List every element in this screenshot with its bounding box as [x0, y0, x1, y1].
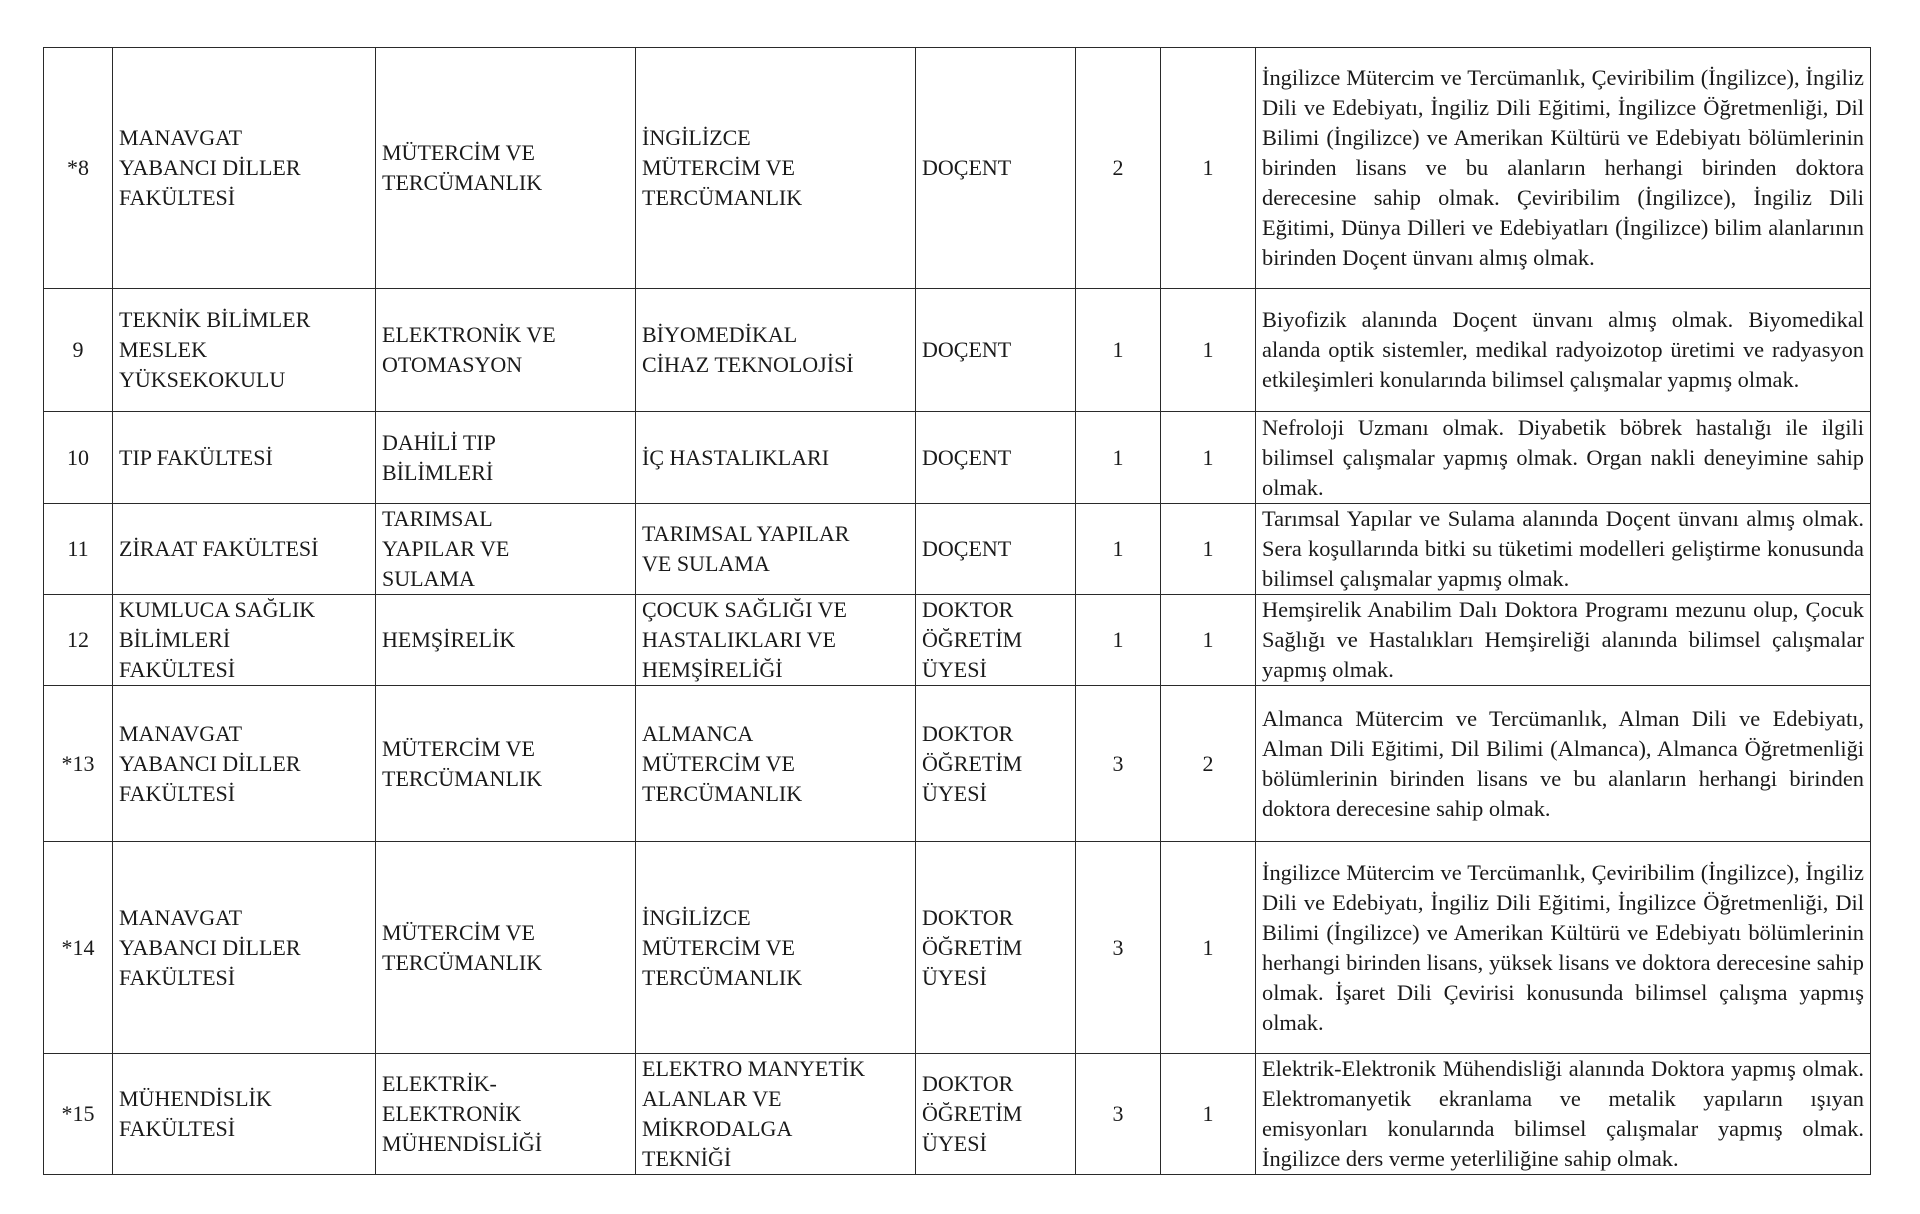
field-line: MÜTERCİM VE [642, 155, 795, 180]
unit-line: YABANCI DİLLER [119, 934, 301, 960]
title-line: ÖĞRETİM [922, 627, 1023, 652]
unit-line: ZİRAAT FAKÜLTESİ [119, 536, 319, 561]
title-cell [916, 1054, 1076, 1175]
department-line: TERCÜMANLIK [382, 765, 543, 791]
field-line: HEMŞİRELİĞİ [642, 657, 783, 682]
count-cell: 1 [1161, 48, 1256, 289]
department-line: ELEKTRİK- [382, 1071, 497, 1096]
table-row [44, 1054, 1871, 1175]
field-line: İNGİLİZCE [642, 904, 751, 930]
row-number-cell: *8 [44, 48, 113, 289]
degree-cell: 3 [1076, 1054, 1161, 1175]
degree-cell: 1 [1076, 595, 1161, 686]
title-line: DOÇENT [922, 536, 1012, 561]
department-line: ELEKTRONİK [382, 1101, 522, 1126]
table-row [44, 48, 1871, 289]
department-line: YAPILAR VE [382, 536, 510, 561]
title-line: ÜYESİ [922, 657, 987, 682]
department-cell [376, 595, 636, 686]
unit-line: MANAVGAT [119, 720, 243, 746]
degree-cell: 3 [1076, 842, 1161, 1054]
unit-line: MANAVGAT [119, 125, 243, 150]
table-row [44, 842, 1871, 1054]
row-number-cell: 12 [44, 595, 113, 686]
title-line: DOKTOR [922, 720, 1014, 746]
unit-line: BİLİMLERİ [119, 627, 231, 652]
table-body [44, 48, 1871, 1175]
department-line: OTOMASYON [382, 352, 523, 377]
requirements-cell: İngilizce Mütercim ve Tercümanlık, Çeviribilim (İngilizce), İngiliz Dili ve Edebiyatı, İngiliz Dili Eğitimi, İngilizce Öğretmenliği, Dil Bilimi (İngilizce) ve Amerikan Kültürü ve Edebiyatı bölümlerinin birinden lisans ve bu alanların herhangi birinden doktora derecesine sahip olmak. Çeviribilim (İngilizce), İngiliz Dili Eğitimi, Dünya Dilleri ve Edebiyatları (İngilizce) bilim alanlarının birinden Doçent ünvanı almış olmak. [1256, 48, 1871, 289]
unit-cell [113, 1054, 376, 1175]
department-line: SULAMA [382, 566, 475, 591]
department-cell [376, 504, 636, 595]
title-line: DOKTOR [922, 597, 1014, 622]
field-line: MÜTERCİM VE [642, 934, 795, 960]
requirements-cell: Biyofizik alanında Doçent ünvanı almış olmak. Biyomedikal alanda optik sistemler, medikal radyoizotop üretimi ve radyasyon etkileşimleri konularında bilimsel çalışmalar yapmış olmak. [1256, 289, 1871, 412]
unit-line: FAKÜLTESİ [119, 185, 236, 210]
field-line: İNGİLİZCE [642, 125, 751, 150]
department-line: HEMŞİRELİK [382, 627, 516, 652]
field-cell [636, 412, 916, 504]
department-cell [376, 1054, 636, 1175]
field-cell [636, 595, 916, 686]
table-row [44, 412, 1871, 504]
unit-line: YABANCI DİLLER [119, 155, 301, 180]
field-line: HASTALIKLARI VE [642, 627, 836, 652]
table-row [44, 289, 1871, 412]
department-cell [376, 842, 636, 1054]
department-line: MÜTERCİM VE [382, 919, 535, 945]
table-row [44, 686, 1871, 842]
row-number-cell: *13 [44, 686, 113, 842]
field-line: TARIMSAL YAPILAR [642, 521, 850, 546]
field-line: TEKNİĞİ [642, 1146, 732, 1171]
title-cell [916, 412, 1076, 504]
unit-cell [113, 504, 376, 595]
title-line: ÖĞRETİM [922, 934, 1023, 960]
department-line: ELEKTRONİK VE [382, 322, 556, 347]
unit-line: YABANCI DİLLER [119, 750, 301, 776]
department-line: TARIMSAL [382, 506, 493, 531]
unit-cell [113, 595, 376, 686]
unit-cell [113, 289, 376, 412]
requirements-cell: İngilizce Mütercim ve Tercümanlık, Çeviribilim (İngilizce), İngiliz Dili ve Edebiyatı, İngiliz Dili Eğitimi, İngilizce Öğretmenliği, Dil Bilimi (İngilizce) ve Amerikan Kültürü ve Edebiyatı bölümlerinin herhangi birinden lisans, yüksek lisans ve doktora derecesine sahip olmak. İşaret Dili Çevirisi konusunda bilimsel çalışma yapmış olmak. [1256, 842, 1871, 1054]
unit-cell [113, 412, 376, 504]
count-cell: 1 [1161, 1054, 1256, 1175]
department-line: TERCÜMANLIK [382, 949, 543, 975]
unit-cell [113, 842, 376, 1054]
department-line: MÜTERCİM VE [382, 140, 535, 165]
title-line: ÜYESİ [922, 1131, 987, 1156]
department-line: MÜHENDİSLİĞİ [382, 1131, 543, 1156]
unit-line: TEKNİK BİLİMLER [119, 307, 311, 332]
title-line: ÜYESİ [922, 964, 987, 990]
title-cell [916, 289, 1076, 412]
requirements-cell: Tarımsal Yapılar ve Sulama alanında Doçent ünvanı almış olmak. Sera koşullarında bitki su tüketimi modelleri geliştirme konusunda bilimsel çalışmalar yapmış olmak. [1256, 504, 1871, 595]
count-cell: 2 [1161, 686, 1256, 842]
title-cell [916, 686, 1076, 842]
field-line: TERCÜMANLIK [642, 185, 803, 210]
department-line: DAHİLİ TIP [382, 429, 496, 455]
unit-line: FAKÜLTESİ [119, 964, 236, 990]
title-line: DOKTOR [922, 904, 1014, 930]
title-cell [916, 842, 1076, 1054]
title-line: DOÇENT [922, 155, 1012, 180]
field-cell [636, 289, 916, 412]
field-line: TERCÜMANLIK [642, 964, 803, 990]
title-line: DOKTOR [922, 1071, 1014, 1096]
title-line: DOÇENT [922, 337, 1012, 362]
department-cell [376, 289, 636, 412]
count-cell: 1 [1161, 412, 1256, 504]
degree-cell: 2 [1076, 48, 1161, 289]
degree-cell: 1 [1076, 504, 1161, 595]
unit-cell [113, 48, 376, 289]
title-cell [916, 595, 1076, 686]
row-number-cell: 9 [44, 289, 113, 412]
field-line: İÇ HASTALIKLARI [642, 444, 830, 470]
field-line: TERCÜMANLIK [642, 780, 803, 806]
field-cell [636, 48, 916, 289]
unit-line: YÜKSEKOKULU [119, 367, 286, 392]
count-cell: 1 [1161, 842, 1256, 1054]
table-row [44, 595, 1871, 686]
department-line: MÜTERCİM VE [382, 735, 535, 761]
requirements-cell: Hemşirelik Anabilim Dalı Doktora Programı mezunu olup, Çocuk Sağlığı ve Hastalıkları Hemşireliği alanında bilimsel çalışmalar yapmış olmak. [1256, 595, 1871, 686]
title-line: ÖĞRETİM [922, 1101, 1023, 1126]
title-cell [916, 504, 1076, 595]
count-cell: 1 [1161, 595, 1256, 686]
title-line: ÖĞRETİM [922, 750, 1023, 776]
field-line: ELEKTRO MANYETİK [642, 1056, 866, 1081]
row-number-cell: 11 [44, 504, 113, 595]
unit-cell [113, 686, 376, 842]
unit-line: FAKÜLTESİ [119, 780, 236, 806]
degree-cell: 1 [1076, 412, 1161, 504]
unit-line: MESLEK [119, 337, 207, 362]
field-line: ÇOCUK SAĞLIĞI VE [642, 597, 847, 622]
table-row [44, 504, 1871, 595]
field-line: ALMANCA [642, 720, 754, 746]
field-cell [636, 504, 916, 595]
field-line: BİYOMEDİKAL [642, 322, 798, 347]
field-line: MİKRODALGA [642, 1116, 793, 1141]
unit-line: MÜHENDİSLİK [119, 1086, 272, 1111]
department-line: TERCÜMANLIK [382, 170, 543, 195]
field-cell [636, 1054, 916, 1175]
positions-table [43, 47, 1871, 1175]
field-line: ALANLAR VE [642, 1086, 782, 1111]
field-line: VE SULAMA [642, 551, 770, 576]
field-line: MÜTERCİM VE [642, 750, 795, 776]
count-cell: 1 [1161, 289, 1256, 412]
department-line: BİLİMLERİ [382, 459, 494, 485]
department-cell [376, 48, 636, 289]
row-number-cell: *14 [44, 842, 113, 1054]
unit-line: KUMLUCA SAĞLIK [119, 597, 316, 622]
requirements-cell: Almanca Mütercim ve Tercümanlık, Alman Dili ve Edebiyatı, Alman Dili Eğitimi, Dil Bilimi (Almanca), Almanca Öğretmenliği bölümlerinin birinden lisans ve bu alanların herhangi birinden doktora derecesine sahip olmak. [1256, 686, 1871, 842]
title-cell [916, 48, 1076, 289]
unit-line: FAKÜLTESİ [119, 657, 236, 682]
field-cell [636, 842, 916, 1054]
field-line: CİHAZ TEKNOLOJİSİ [642, 352, 854, 377]
unit-line: FAKÜLTESİ [119, 1116, 236, 1141]
department-cell [376, 412, 636, 504]
requirements-cell: Elektrik-Elektronik Mühendisliği alanında Doktora yapmış olmak. Elektromanyetik ekranlama ve metalik yapıların ışıyan emisyonları konularında bilimsel çalışmalar yapmış olmak. İngilizce ders verme yeterliliğine sahip olmak. [1256, 1054, 1871, 1175]
field-cell [636, 686, 916, 842]
requirements-cell: Nefroloji Uzmanı olmak. Diyabetik böbrek hastalığı ile ilgili bilimsel çalışmalar yapmış olmak. Organ nakli deneyimine sahip olmak. [1256, 412, 1871, 504]
count-cell: 1 [1161, 504, 1256, 595]
title-line: ÜYESİ [922, 780, 987, 806]
row-number-cell: 10 [44, 412, 113, 504]
unit-line: MANAVGAT [119, 904, 243, 930]
row-number-cell: *15 [44, 1054, 113, 1175]
unit-line: TIP FAKÜLTESİ [119, 444, 273, 470]
degree-cell: 1 [1076, 289, 1161, 412]
degree-cell: 3 [1076, 686, 1161, 842]
title-line: DOÇENT [922, 444, 1012, 470]
department-cell [376, 686, 636, 842]
